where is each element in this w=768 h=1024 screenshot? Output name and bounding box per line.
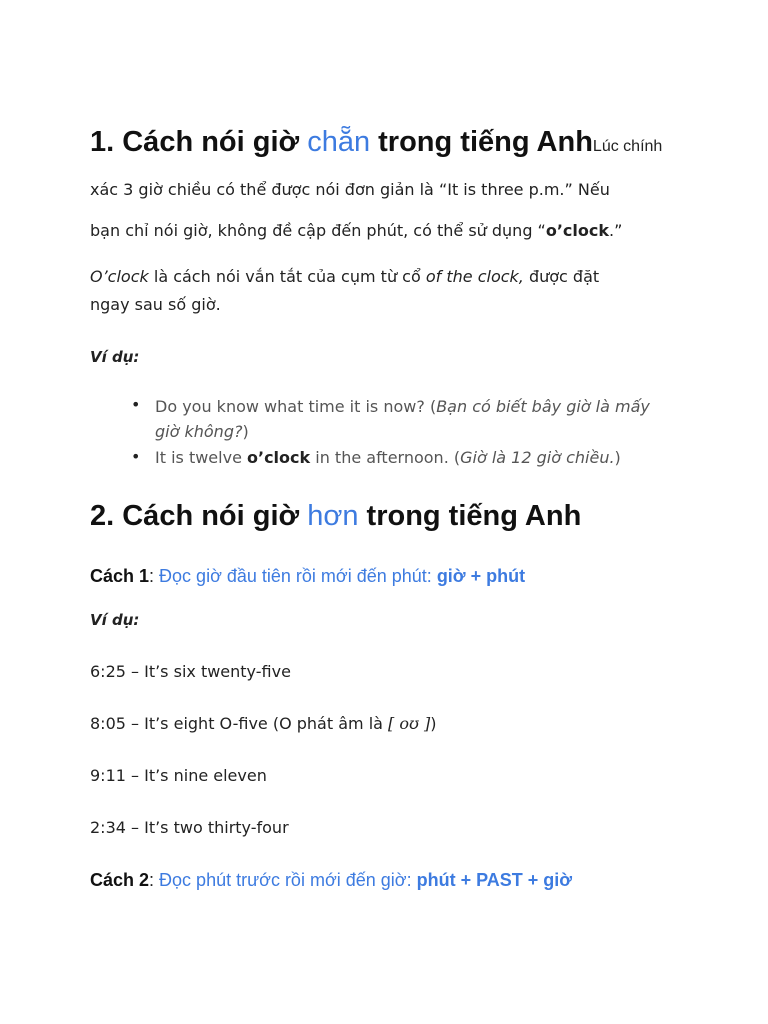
example-item: 9:11 – It’s nine eleven [90, 766, 267, 785]
paragraph2-line1: O’clock là cách nói vắn tắt của cụm từ cổ of the clock, được đặt [90, 267, 600, 286]
way1-line: Cách 1: Đọc giờ đầu tiên rồi mới đến phút: giờ + phút [90, 566, 526, 586]
heading-accent-word: hơn [307, 500, 359, 532]
example-label-2: Ví dụ: [90, 611, 140, 629]
phonetic: [ oʊ ] [388, 714, 431, 733]
example-item: 2:34 – It’s two thirty-four [90, 818, 289, 837]
example-item: 8:05 – It’s eight O-five (O phát âm là [ oʊ ]) [90, 714, 437, 733]
list-item: Do you know what time it is now? (Bạn có biết bây giờ là mấy [155, 397, 650, 416]
section2-heading: 2. Cách nói giờ hơn trong tiếng Anh [90, 500, 582, 532]
heading-accent-word: chẵn [307, 126, 371, 158]
bullet-dot: • [131, 447, 141, 466]
way2-line: Cách 2: Đọc phút trước rồi mới đến giờ: phút + PAST + giờ [90, 870, 573, 890]
example-item: 6:25 – It’s six twenty-five [90, 662, 291, 681]
list-item: It is twelve o’clock in the afternoon. (Giờ là 12 giờ chiều.) [155, 448, 621, 467]
section2-heading-line [90, 500, 728, 533]
paragraph1-line3: bạn chỉ nói giờ, không đề cập đến phút, có thể sử dụng “o’clock.” [90, 221, 623, 240]
paragraph1-start: Lúc chính [592, 138, 663, 155]
paragraph1-line2: xác 3 giờ chiều có thể được nói đơn giản là “It is three p.m.” Nếu [90, 180, 610, 199]
example-label-1: Ví dụ: [90, 348, 140, 366]
bullet-dot: • [131, 395, 141, 414]
list-item-continuation: giờ không?) [155, 422, 249, 441]
section1-heading-line [90, 126, 728, 159]
section1-heading: 1. Cách nói giờ chẵn trong tiếng Anh [90, 126, 593, 158]
paragraph2-line2: ngay sau số giờ. [90, 295, 221, 314]
